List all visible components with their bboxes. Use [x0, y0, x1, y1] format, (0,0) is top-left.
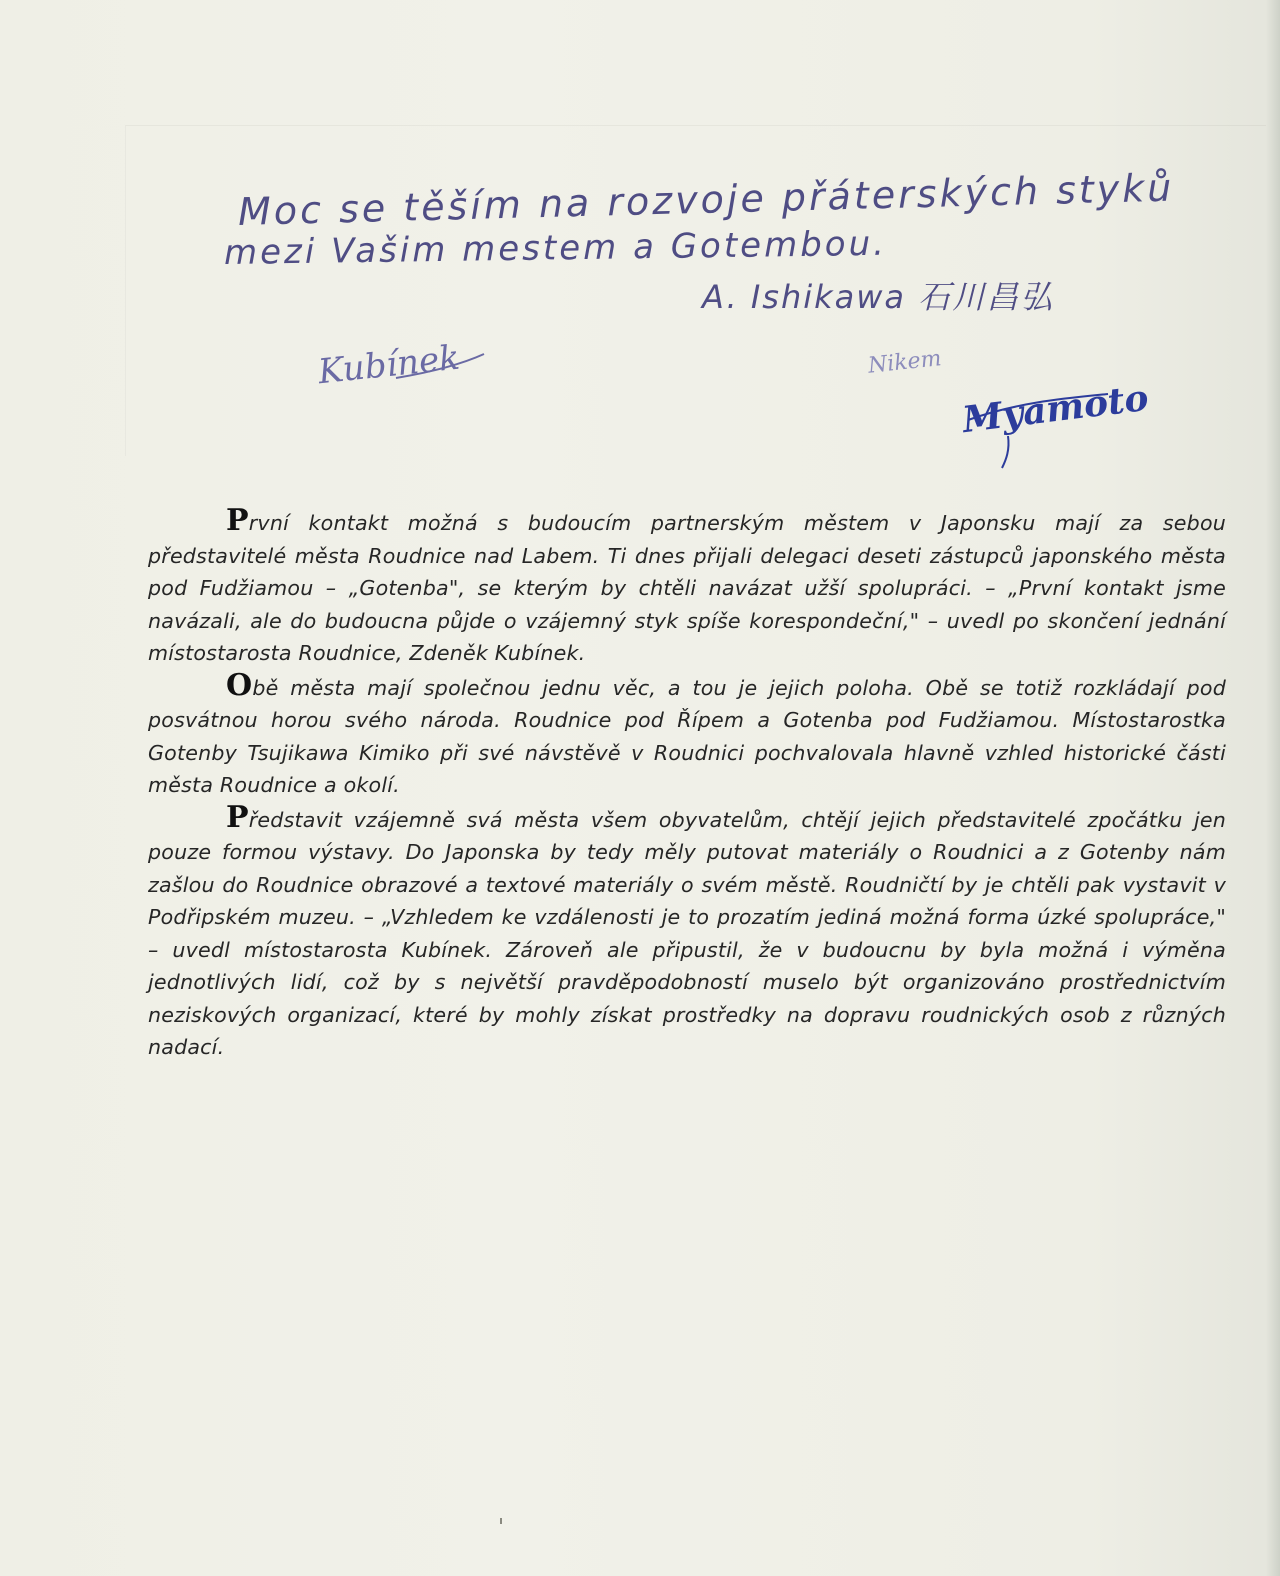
- signature-right-flourish: [958, 392, 1118, 472]
- paragraph-1-text: rvní kontakt možná s budoucím partnerským městem v Japonsku mají za sebou představitelé města Roudnice nad Labem. Ti dnes přijali delegaci deseti zástupců japonského města pod Fudžiamou – „Gotenba", se kterým by chtěli navázat užší spolupráci. – „První kontakt jsme navázali, ale do budoucna půjde o vzájemný styk spíše korespondeční," – uvedl po skončení jednání místostarosta Roudnice, Zdeněk Kubínek.: [148, 511, 1226, 665]
- article-paragraph-3: [148, 799, 1226, 1064]
- article-paragraph-2: [148, 667, 1226, 802]
- paragraph-2-initial: O: [226, 667, 253, 703]
- handwritten-note-line-2: mezi Vašim mestem a Gotembou.: [223, 223, 888, 273]
- article-body: [148, 505, 1226, 1064]
- paragraph-3-text: ředstavit vzájemně svá města všem obyvatelům, chtějí jejich představitelé zpočátku jen pouze formou výstavy. Do Japonska by tedy měly putovat materiály o Roudnici a z Gotenby nám zašlou do Roudnice obrazové a textové materiály o svém městě. Roudničtí by je chtěli pak vystavit v Podřipském muzeu. – „Vzhledem ke vzdálenosti je to prozatím jediná možná forma úzké spolupráce," – uvedl místostarosta Kubínek. Zároveň ale připustil, že v budoucnu by byla možná i výměna jednotlivých lidí, což by s největší pravděpodobností muselo být organizováno prostřednictvím neziskových organizací, které by mohly získat prostředky na dopravu roudnických osob z různých nadací.: [148, 807, 1226, 1059]
- article-paragraph-1: [148, 505, 1226, 670]
- paragraph-2-text: bě města mají společnou jednu věc, a tou je jejich poloha. Obě se totiž rozkládají pod posvátnou horou svého národa. Roudnice pod Řípem a Gotenba pod Fudžiamou. Místostarostka Gotenby Tsujikawa Kimiko při své návstěvě v Roudnici pochvalovala hlavně vzhled historické části města Roudnice a okolí.: [148, 675, 1226, 797]
- signature-left: Kubínek: [316, 337, 462, 393]
- paragraph-3-initial: P: [226, 799, 249, 835]
- handwritten-note-line-1: Moc se těším na rozvoje přáterských styků: [237, 165, 1175, 234]
- signature-right-large: Myamoto: [960, 376, 1151, 442]
- signature-left-flourish: [392, 352, 488, 382]
- paper-speck: [500, 1518, 502, 1524]
- paragraph-1-initial: P: [226, 503, 249, 538]
- signature-right-small: Nikem: [866, 346, 943, 379]
- page-edge-shadow: [1266, 0, 1280, 1576]
- handwritten-note-author: A. Ishikawa 石川昌弘: [702, 278, 1055, 316]
